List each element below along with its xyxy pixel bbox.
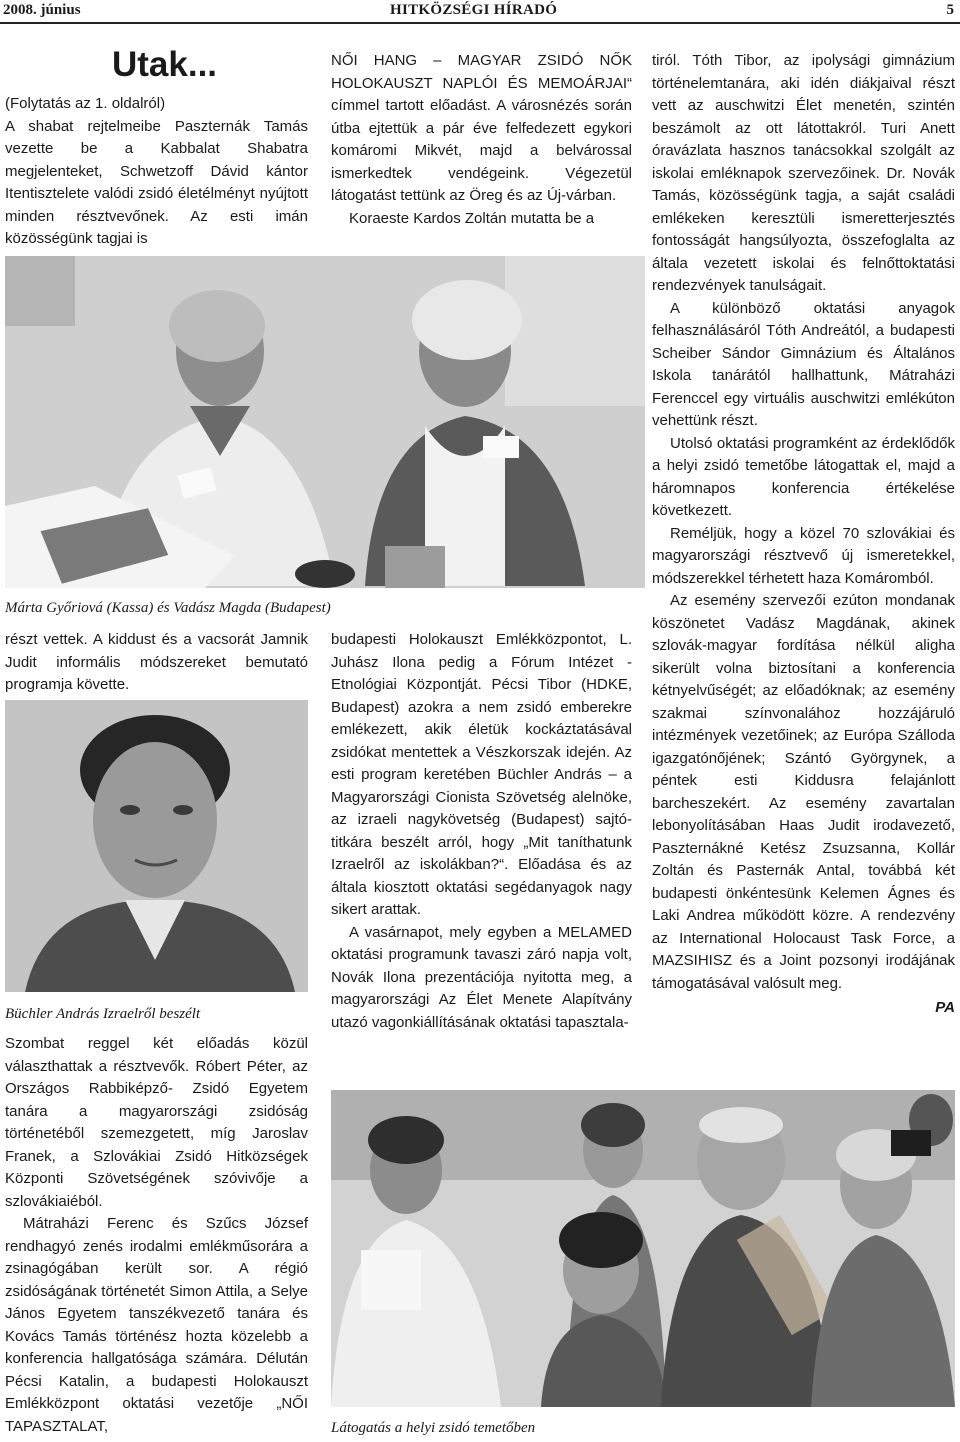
paragraph: részt vettek. A kiddust és a vacsorát Jamnik Judit informális módszereket bemutató programja követte. [5, 631, 308, 693]
column-2-top [331, 50, 632, 230]
photo-caption: Büchler András Izraelről beszélt [5, 1006, 201, 1022]
column-1-top [5, 93, 308, 251]
newspaper-name: HITKÖZSÉGI HÍRADÓ [390, 2, 558, 18]
paragraph: Koraeste Kardos Zoltán mutatta be a [349, 209, 595, 227]
photo-cemetery-visit [331, 1090, 955, 1407]
author-signature: PA [935, 999, 955, 1016]
paragraph: NŐI HANG – MAGYAR ZSIDÓ NŐK HOLOKAUSZT NAPLÓI ÉS MEMOÁRJAI“ címmel tartott előadást. A városnézés során útba ejtettük a pár éve felfedezett egykori komáromi Mikvét, majd a belvárossal ismerkedtek vendégeink. Végezetül látogatást tettünk az Öreg és az Új-várban. [331, 52, 632, 204]
photo-presenters-illustration [5, 256, 645, 588]
issue-date: 2008. június [3, 2, 81, 18]
column-3 [652, 50, 955, 1020]
photo-caption: Márta Győriová (Kassa) és Vadász Magda (Budapest) [5, 600, 331, 616]
paragraph: tiról. Tóth Tibor, az ipolysági gimnázium történelemtanára, aki idén diákjaival részt vett az auschwitzi Élet menetén, szintén beszámolt az ott látottakról. Turi Anett óravázlata hasznos tanácsokkal szolgált az iskolai emléknapok szervezőinek. Dr. Novák Tamás, közösségünk tagja, a saját családi emlékeken keresztüli ismeretterjesztés fontosságát hangsúlyozta, összefoglalta az általa vezetett iskolai és felnőttoktatási rendezvények tanulságait. [652, 52, 955, 294]
paragraph: A vasárnapot, mely egyben a MELAMED oktatási programunk tavaszi záró napja volt, Novák Ilona prezentációja nyitotta meg, a magyarországi Az Élet Menete Alapítvány utazó vagonkiállításának oktatási tapasztala- [331, 923, 632, 1031]
paragraph: budapesti Holokauszt Emlékközpontot, L. Juhász Ilona pedig a Fórum Intézet - Etnológiai Központját. Pécsi Tibor (HDKE, Budapest) azokra a nem zsidó emberekre emlékezett, akik életük kockáztatásával zsidókat mentettek a Vészkorszak idején. Az esti program keretében Büchler András – a Magyarországi Cionista Szövetség alelnöke, az izraeli nagykövetség (Budapest) sajtótitkára beszélt arról, hogy „Mit taníthatunk Izraelről az iskolákban?“. Előadása és az általa kiosztott oktatási segédanyagok nagy sikert arattak. [331, 631, 632, 918]
paragraph: A shabat rejtelmeibe Paszternák Tamás vezette be a Kabbalat Shabatra megjelenteket, Schwetzoff Dávid kántor Itentisztelete valódi zsidó életélményt nyújtott minden résztvevőnek. Az esti imán közösségünk tagjai is [5, 117, 308, 247]
paragraph: Reméljük, hogy a közel 70 szlovákiai és magyarországi résztvevő új ismeretekkel, módszerekkel térhetett haza Komáromból. [652, 524, 955, 587]
photo-speaker-illustration [5, 700, 308, 992]
paragraph: Szombat reggel két előadás közül választhattak a résztvevők. Róbert Péter, az Országos Rabbiképző- Zsidó Egyetem tanára a magyarországi zsidóság történetéből szemezgetett, míg Jaroslav Franek, a Szlovákiai Zsidó Hitközségek Központi Szövetségének szóvivője a szlovákiaiéból. [5, 1035, 308, 1210]
paragraph: Utolsó oktatási programként az érdeklődők a helyi zsidó temetőbe látogattak el, majd a háromnapos konferencia értékelése következett. [652, 434, 955, 519]
photo-caption: Látogatás a helyi zsidó temetőben [331, 1420, 536, 1436]
page-number: 5 [946, 2, 954, 18]
paragraph: Az esemény szervezői ezúton mondanak köszönetet Vadász Magdának, akinek szlovák-magyar fordítása nélkül aligha sikerült volna biztosítani a konferencia kétnyelvűségét; az előadóknak; az esemény szakmai színvonalához hozzájáruló intézmények vezetőinek; az Európa Szálloda igazgatónőjének; Szántó Györgynek, a péntek esti Kiddusra felajánlott barcheszekért. Az esemény zavartalan lebonyolításában Haas Judit irodavezető, Paszternákné Ketész Zsuzsanna, Kollár Zoltán és Pasternák Antal, továbbá két budapesti önkéntesünk Kelemen Ágnes és Laki Andrea működött közre. A rendezvény az International Holocaust Task Force, a MAZSIHISZ és a Joint pozsonyi irodájának támogatásával valósult meg. [652, 592, 955, 992]
article-title: Utak... [112, 45, 218, 84]
page-header [0, 0, 960, 24]
column-1-middle [5, 629, 308, 697]
column-2-bottom [331, 629, 632, 1034]
photo-speaker-portrait [5, 700, 308, 992]
column-1-bottom [5, 1033, 308, 1438]
paragraph: Mátraházi Ferenc és Szűcs József rendhagyó zenés irodalmi emlékműsorára a zsinagógában került sor. A régió zsidóságának történetét Simon Attila, a Selye János Egyetem tanszékvezető tanára és Kovács Tamás történész hozta közelebb a konferencia hallgatósága számára. Délután Pécsi Katalin, a budapesti Holokauszt Emlékközpont oktatási vezetője „NŐI TAPASZTALAT, [5, 1215, 308, 1435]
photo-group-illustration [331, 1090, 955, 1407]
photo-presenters [5, 256, 645, 588]
paragraph: A különböző oktatási anyagok felhasználásáról Tóth Andreától, a budapesti Scheiber Sándor Gimnázium és Általános Iskola tanárától hallhattunk, Mátraházi Ferenccel egy virtuális auschwitzi emlékúton vehettünk részt. [652, 299, 955, 429]
continued-note: (Folytatás az 1. oldalról) [5, 95, 166, 112]
